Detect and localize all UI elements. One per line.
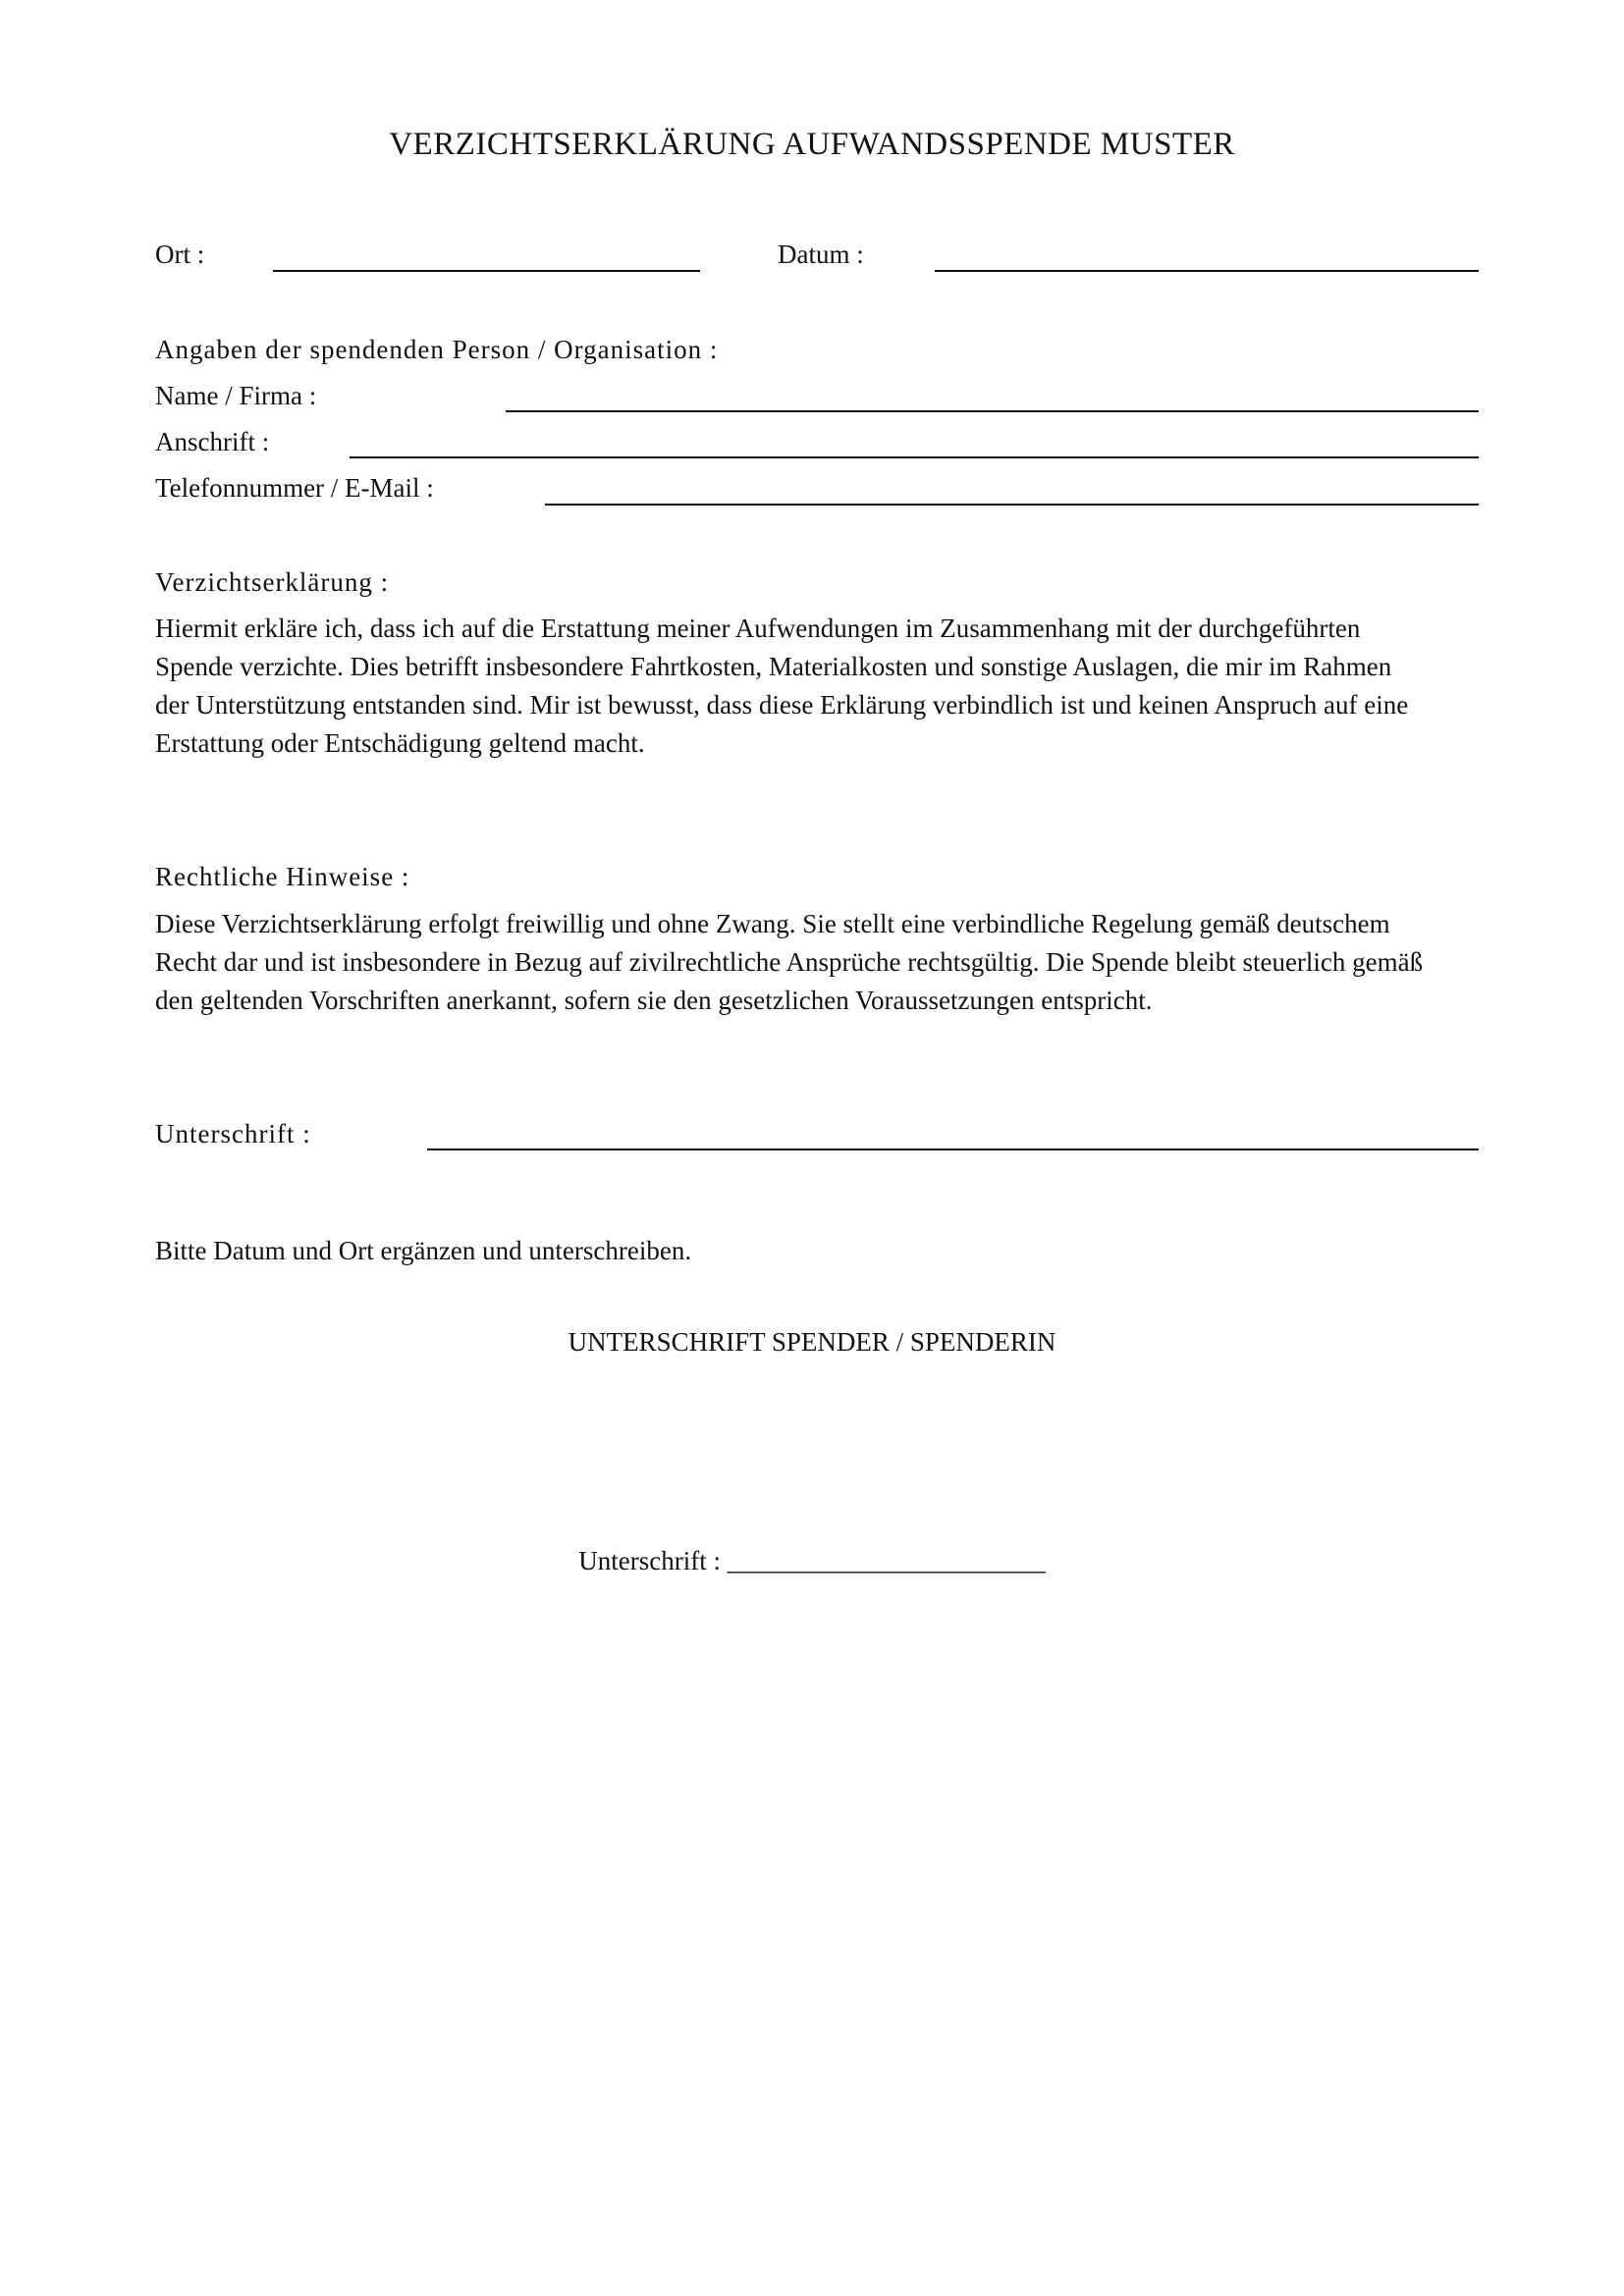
waiver-heading: Verzichtserklärung : [155,567,390,597]
ort-label: Ort : [155,240,205,269]
waiver-line: Spende verzichte. Dies betrifft insbesondere Fahrtkosten, Materialkosten und sonstige Auslagen, die mir im Rahmen [155,652,1392,681]
legal-line: Diese Verzichtserklärung erfolgt freiwillig und ohne Zwang. Sie stellt eine verbindliche Regelung gemäß deutschem [155,909,1390,938]
legal-line: Recht dar und ist insbesondere in Bezug auf zivilrechtliche Ansprüche rechtsgültig. Die Spende bleibt steuerlich gemäß [155,947,1424,977]
legal-heading: Rechtliche Hinweise : [155,862,410,891]
datum-input-line[interactable] [935,270,1479,272]
signer-heading: UNTERSCHRIFT SPENDER / SPENDERIN [568,1327,1056,1357]
contact-input-line[interactable] [545,504,1479,506]
legal-line: den geltenden Vorschriften anerkannt, sofern sie den gesetzlichen Voraussetzungen entspricht. [155,986,1153,1015]
name-label: Name / Firma : [155,381,317,410]
signer-signature-line[interactable]: Unterschrift : ________________________ [578,1546,1046,1575]
legal-paragraph [155,905,1481,1020]
address-input-line[interactable] [350,456,1479,458]
donor-heading: Angaben der spendenden Person / Organisation : [155,335,719,364]
waiver-line: Erstattung oder Entschädigung geltend macht. [155,728,645,758]
contact-label: Telefonnummer / E-Mail : [155,473,434,503]
datum-label: Datum : [778,240,864,269]
name-input-line[interactable] [506,410,1479,412]
ort-input-line[interactable] [273,270,700,272]
waiver-paragraph [155,610,1481,763]
instruction-text: Bitte Datum und Ort ergänzen und unterschreiben. [155,1236,692,1265]
signature-input-line[interactable] [427,1148,1479,1150]
document-title: VERZICHTSERKLÄRUNG AUFWANDSSPENDE MUSTER [389,127,1235,162]
signature-label: Unterschrift : [155,1119,311,1148]
waiver-line: der Unterstützung entstanden sind. Mir ist bewusst, dass diese Erklärung verbindlich ist und keinen Anspruch auf eine [155,690,1409,720]
address-label: Anschrift : [155,427,270,456]
waiver-line: Hiermit erkläre ich, dass ich auf die Erstattung meiner Aufwendungen im Zusammenhang mit der durchgeführten [155,614,1361,643]
